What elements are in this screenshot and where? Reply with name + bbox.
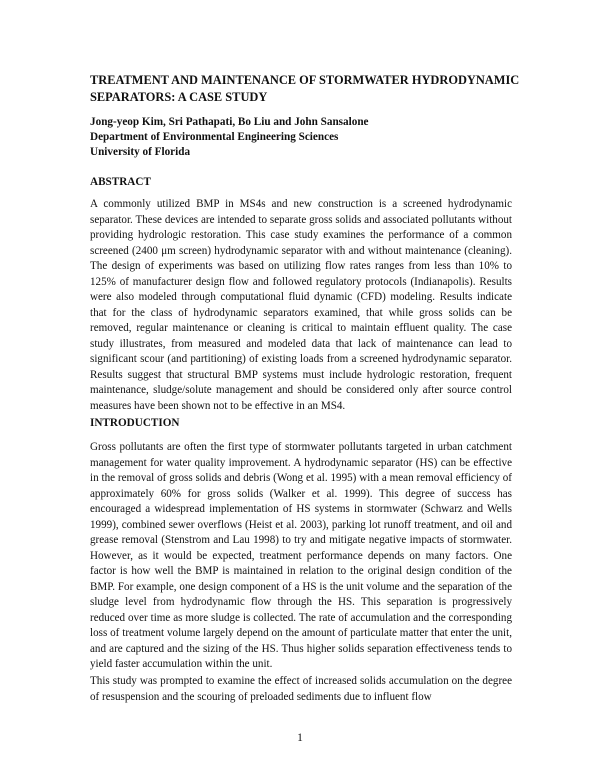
author-university: University of Florida bbox=[90, 146, 191, 158]
paper-title: TREATMENT AND MAINTENANCE OF STORMWATER HYDRODYNAMIC SEPARATORS: A CASE STUDY bbox=[90, 73, 520, 104]
author-block bbox=[90, 115, 530, 160]
introduction-paragraph-continued: This study was prompted to examine the effect of increased solids accumulation on the degree of resuspension and the scouring of preloaded sediments due to influent flow bbox=[90, 675, 512, 703]
author-names: Jong-yeop Kim, Sri Pathapati, Bo Liu and John Sansalone bbox=[90, 116, 369, 128]
abstract-heading: ABSTRACT bbox=[90, 176, 151, 188]
abstract-paragraph: A commonly utilized BMP in MS4s and new construction is a screened hydrodynamic separator. These devices are intended to separate gross solids and associated pollutants without providing hydrologic restoration. This case study examines the performance of a common screened (2400 μm screen) hydrodynamic separator with and without maintenance (cleaning). The design of experiments was based on utilizing flow rates ranges from less than 10% to 125% of manufacturer design flow and followed regulatory protocols (Indianapolis). Results were also modeled through computational fluid dynamic (CFD) modeling. Results indicate that for the class of hydrodynamic separators examined, that while gross solids can be removed, regular maintenance or cleaning is critical to maintain effluent quality. The case study illustrates, from measured and modeled data that lack of maintenance can lead to significant scour (and partitioning) of existing loads from a screened hydrodynamic separator. Results suggest that structural BMP systems must include hydrologic restoration, frequent maintenance, sludge/solute management and should be considered only after source control measures have been shown not to be effective in an MS4. bbox=[90, 198, 512, 412]
author-department: Department of Environmental Engineering Sciences bbox=[90, 131, 339, 143]
introduction-heading: INTRODUCTION bbox=[90, 417, 180, 429]
page-number: 1 bbox=[297, 732, 303, 744]
introduction-paragraph: Gross pollutants are often the first type of stormwater pollutants targeted in urban catchment management for water quality improvement. A hydrodynamic separator (HS) can be effective in the removal of gross solids and debris (Wong et al. 1995) with a mean removal efficiency of approximately 60% for gross solids (Walker et al. 1999). This degree of success has encouraged a widespread implementation of HS systems in stormwater (Schwarz and Wells 1999), combined sewer overflows (Heist et al. 2003), parking lot runoff treatment, and oil and grease removal (Stenstrom and Lau 1998) to try and mitigate negative impacts of stormwater. However, as it would be expected, treatment performance depends on many factors. One factor is how well the BMP is maintained in relation to the original design condition of the BMP. For example, one design component of a HS is the unit volume and the separation of the sludge level from hydrodynamic flow through the HS. This separation is progressively reduced over time as more sludge is collected. The rate of accumulation and the corresponding loss of treatment volume largely depend on the amount of particulate matter that enter the unit, and are captured and the sizing of the HS. Thus higher solids separation effectiveness tends to yield faster accumulation within the unit. bbox=[90, 441, 512, 670]
